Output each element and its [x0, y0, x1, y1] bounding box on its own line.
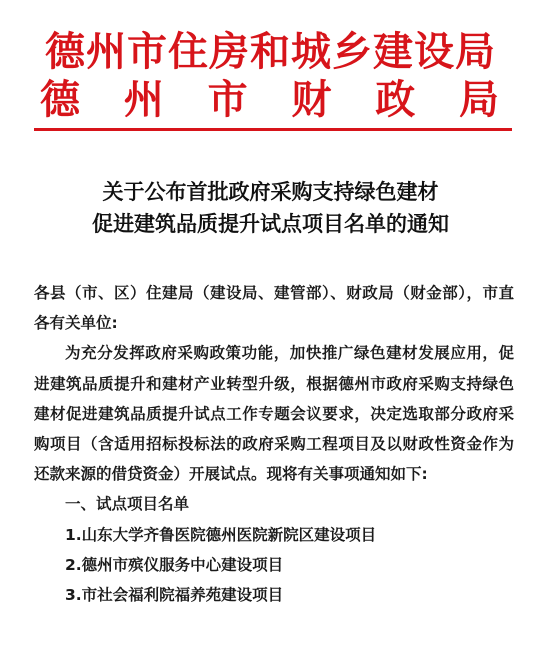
list-item: 2.德州市殡仪服务中心建设项目 — [65, 555, 284, 574]
header-char: 局 — [458, 76, 499, 123]
intro-paragraph: 为充分发挥政府采购政策功能，加快推广绿色建材发展应用，促进建筑品质提升和建材产业转型升级，根据德州市政府采购支持绿色建材促进建筑品质提升试点工作专题会议要求，决定选取部分政府采购项目（含适用招标投标法的政府采购工程项目及以财政性资金作为还款来源的借贷资金）开展试点。现将有关事项通知如下: — [34, 344, 514, 484]
red-divider-rule — [34, 128, 512, 131]
list-item: 1.山东大学齐鲁医院德州医院新院区建设项目 — [65, 525, 377, 544]
list-item: 3.市社会福利院福养苑建设项目 — [65, 586, 284, 605]
header-authority-finance — [0, 76, 541, 124]
section-heading: 一、试点项目名单 — [65, 495, 190, 514]
document-title-line: 关于公布首批政府采购支持绿色建材 — [102, 179, 439, 204]
header-char: 财 — [291, 76, 332, 123]
addressees: 各县（市、区）住建局（建设局、建管部）、财政局（财金部），市直各有关单位: — [34, 284, 514, 333]
header-char: 市 — [207, 76, 248, 123]
header-char: 州 — [123, 76, 164, 123]
document-title-line: 促进建筑品质提升试点项目名单的通知 — [92, 211, 449, 236]
header-char: 政 — [375, 76, 416, 123]
document-title — [0, 176, 541, 240]
document-body — [34, 278, 514, 610]
header-char: 德 — [40, 76, 80, 123]
issuing-authorities-header — [0, 28, 541, 124]
header-authority-housing: 德州市住房和城乡建设局 — [45, 28, 496, 75]
